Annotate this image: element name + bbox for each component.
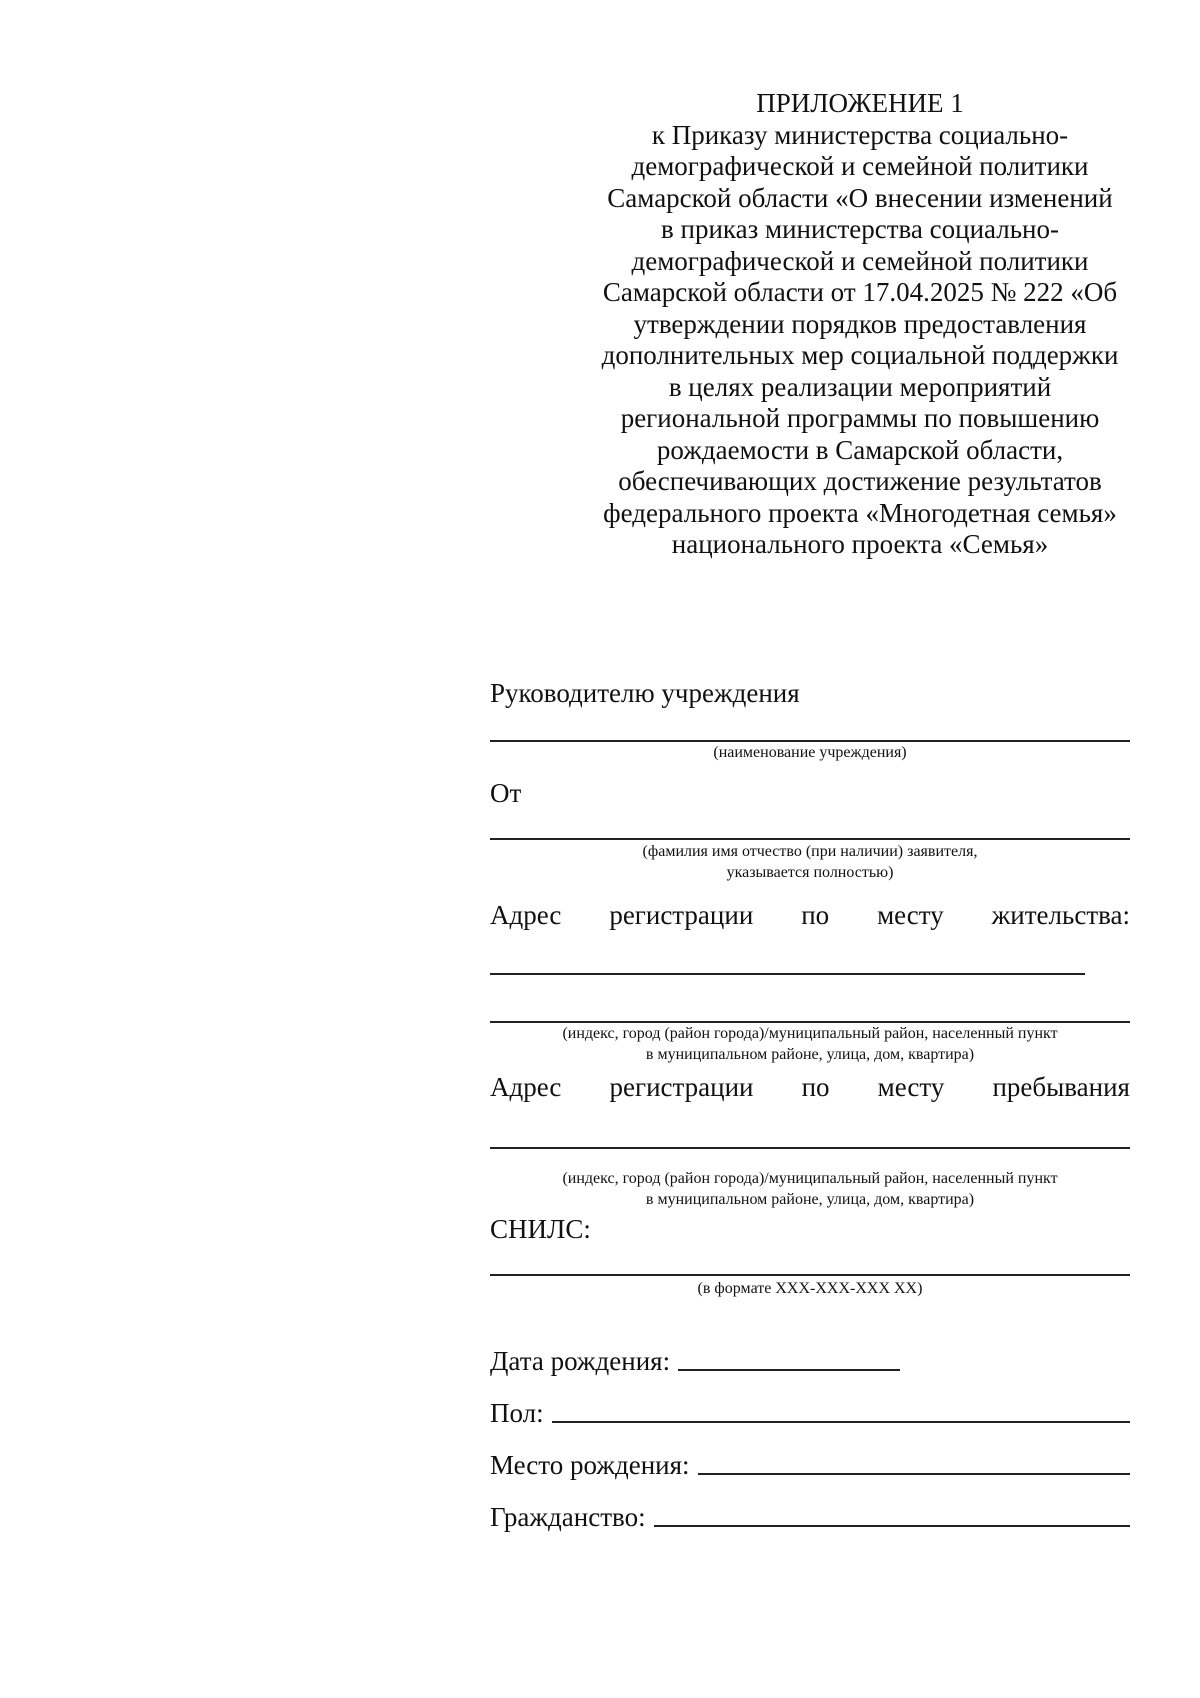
header-line: демографической и семейной политики: [631, 151, 1089, 181]
applicant-caption-1: (фамилия имя отчество (при наличии) заявителя,: [642, 843, 978, 860]
stay-word: пребывания: [992, 1072, 1130, 1102]
header-line: федерального проекта «Многодетная семья»: [603, 497, 1117, 528]
application-form: [490, 0, 1130, 1698]
residence-caption-1: (индекс, город (район города)/муниципальный район, населенный пункт: [562, 1025, 1058, 1042]
residence-word: Адрес: [490, 900, 562, 930]
stay-caption-1: (индекс, город (район города)/муниципальный район, населенный пункт: [562, 1170, 1058, 1187]
header-line: национального проекта «Семья»: [671, 529, 1049, 559]
header-line: в целях реализации мероприятий: [668, 371, 1052, 402]
from-label: От: [490, 778, 522, 808]
header-line: рождаемости в Самарской области,: [656, 434, 1064, 465]
residence-address-label: [490, 900, 1130, 931]
birth-place-label: Место рождения:: [490, 1450, 690, 1480]
snils-label: СНИЛС:: [490, 1214, 591, 1244]
birth-date-label: Дата рождения:: [490, 1346, 671, 1376]
applicant-name-field[interactable]: [490, 838, 1130, 840]
stay-address-label: [490, 1072, 1130, 1103]
residence-caption-2: в муниципальном районе, улица, дом, квартира): [645, 1046, 975, 1063]
citizenship-label: Гражданство:: [490, 1502, 646, 1532]
birth-date-row: [490, 1346, 900, 1377]
header-line: в приказ министерства социально-: [661, 214, 1059, 244]
stay-word: регистрации: [609, 1072, 754, 1102]
addressee-label: Руководителю учреждения: [490, 678, 800, 708]
residence-word: регистрации: [609, 900, 754, 930]
applicant-caption-2: указывается полностью): [726, 864, 894, 881]
snils-field[interactable]: [490, 1274, 1130, 1276]
citizenship-row: [490, 1502, 1130, 1533]
stay-word: Адрес: [490, 1072, 562, 1102]
snils-caption: (в формате ХХХ-ХХХ-ХХХ ХХ): [697, 1280, 923, 1297]
stay-word: по: [801, 1072, 830, 1102]
citizenship-field[interactable]: [654, 1524, 1130, 1527]
header-line: региональной программы по повышению: [620, 403, 1100, 433]
birth-date-field[interactable]: [678, 1368, 900, 1371]
header-line: Самарской области «О внесении изменений: [607, 182, 1113, 213]
residence-address-field-1[interactable]: [490, 973, 1085, 975]
header-line: к Приказу министерства социально-: [651, 119, 1069, 150]
header-line: утверждении порядков предоставления: [633, 308, 1087, 339]
sex-field[interactable]: [552, 1420, 1130, 1423]
residence-word: жительства:: [991, 900, 1130, 930]
residence-word: месту: [877, 900, 944, 930]
stay-caption-2: в муниципальном районе, улица, дом, квартира): [645, 1191, 975, 1208]
birth-place-row: [490, 1450, 1130, 1481]
institution-caption: (наименование учреждения): [713, 744, 907, 761]
header-line: дополнительных мер социальной поддержки: [601, 340, 1119, 370]
header-line: демографической и семейной политики: [631, 245, 1089, 276]
header-line: обеспечивающих достижение результатов: [618, 466, 1102, 496]
stay-word: месту: [877, 1072, 945, 1102]
residence-word: по: [801, 900, 830, 930]
header-line: Самарской области от 17.04.2025 № 222 «Об: [602, 277, 1118, 307]
sex-row: [490, 1398, 1130, 1429]
stay-address-field[interactable]: [490, 1147, 1130, 1149]
appendix-title: ПРИЛОЖЕНИЕ 1: [756, 88, 964, 118]
birth-place-field[interactable]: [698, 1472, 1130, 1475]
sex-label: Пол:: [490, 1398, 544, 1428]
